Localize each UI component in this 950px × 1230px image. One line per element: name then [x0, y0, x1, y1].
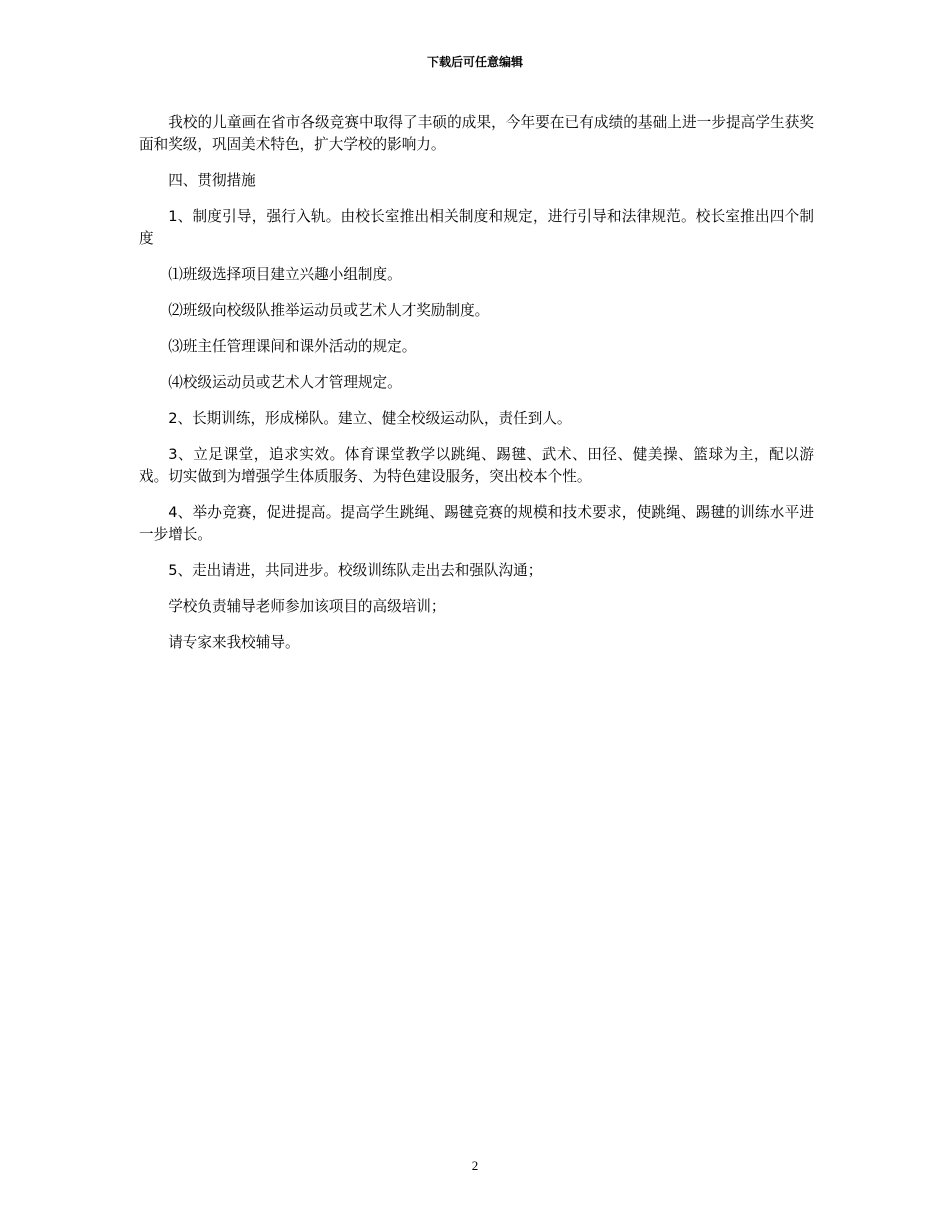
paragraph-teacher-training: 学校负责辅导老师参加该项目的高级培训； — [168, 598, 446, 615]
paragraph-measure-3: 3、立足课堂，追求实效。体育课堂教学以跳绳、踢毽、武术、田径、健美操、篮球为主，配以游戏。切实做到为增强学生体质服务、为特色建设服务，突出校本个性。 — [139, 446, 814, 485]
page-header: 下载后可任意编辑 — [426, 55, 523, 69]
list-item-system-2: ⑵班级向校级队推举运动员或艺术人才奖励制度。 — [168, 302, 490, 319]
list-item-system-1: ⑴班级选择项目建立兴趣小组制度。 — [168, 266, 402, 283]
section-heading-measures: 四、贯彻措施 — [168, 172, 256, 189]
list-item-system-3: ⑶班主任管理课间和课外活动的规定。 — [168, 338, 417, 355]
paragraph-expert-guidance: 请专家来我校辅导。 — [168, 634, 300, 651]
paragraph-measure-4: 4、举办竞赛，促进提高。提高学生跳绳、踢毽竞赛的规模和技术要求，使跳绳、踢毽的训练水平进一步增长。 — [139, 504, 814, 543]
paragraph-measure-5: 5、走出请进，共同进步。校级训练队走出去和强队沟通； — [168, 562, 543, 579]
paragraph-art-achievements: 我校的儿童画在省市各级竞赛中取得了丰硕的成果，今年要在已有成绩的基础上进一步提高学生获奖面和奖级，巩固美术特色，扩大学校的影响力。 — [139, 114, 814, 153]
paragraph-measure-1: 1、制度引导，强行入轨。由校长室推出相关制度和规定，进行引导和法律规范。校长室推出四个制度 — [139, 208, 814, 247]
page-number: 2 — [471, 1158, 479, 1173]
list-item-system-4: ⑷校级运动员或艺术人才管理规定。 — [168, 374, 402, 391]
document-body — [139, 112, 814, 668]
paragraph-measure-2: 2、长期训练，形成梯队。建立、健全校级运动队，责任到人。 — [168, 410, 572, 427]
